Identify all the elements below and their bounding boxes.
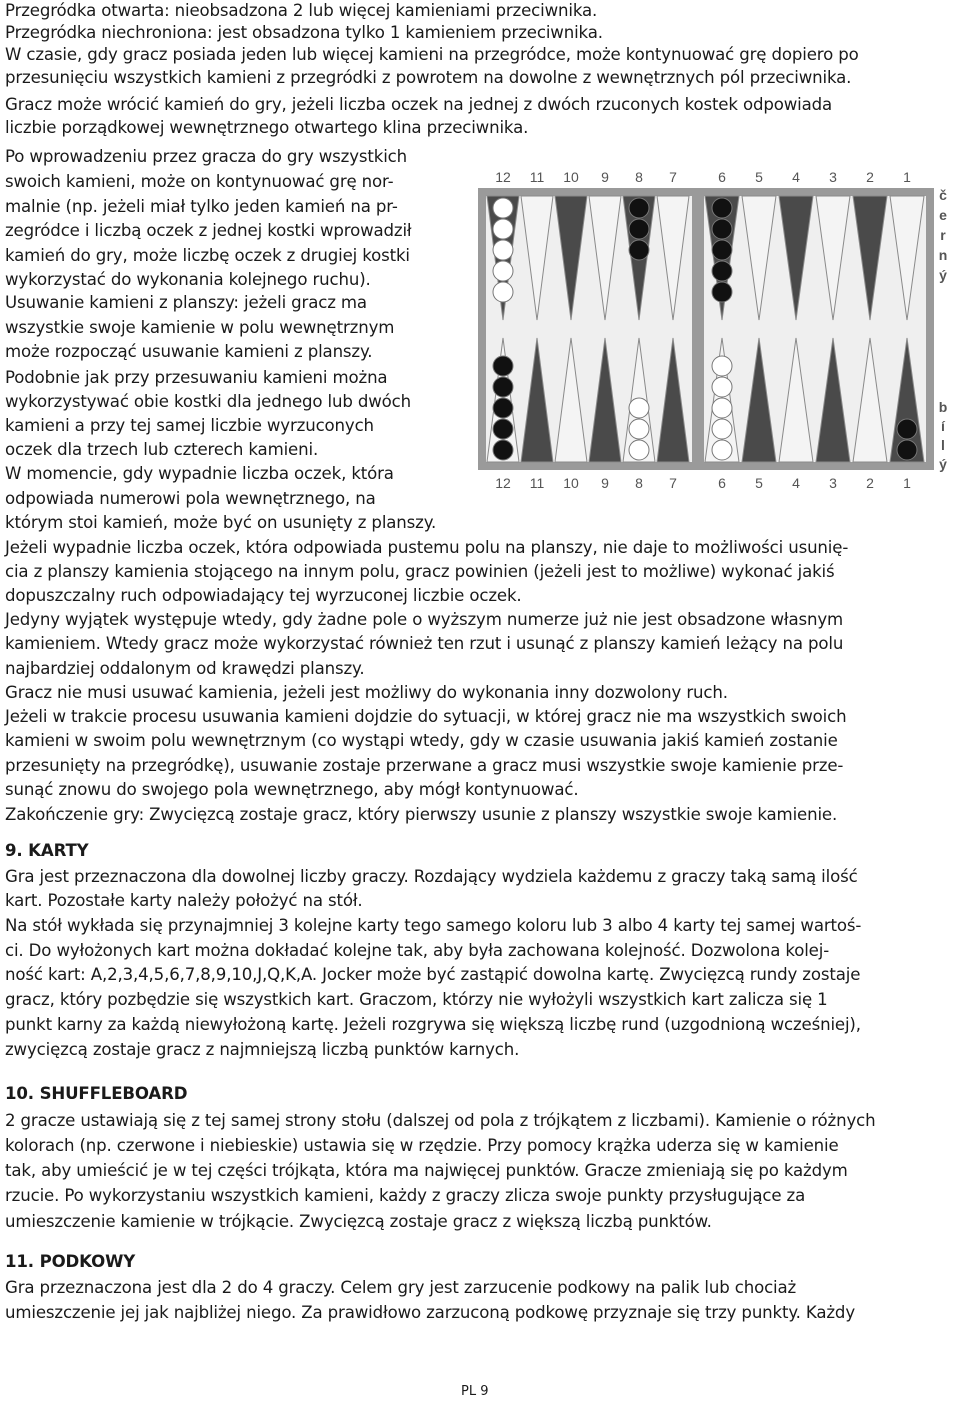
point-number-bottom: 1 [903, 475, 911, 491]
black-stone [493, 377, 513, 397]
point-number-top: 12 [495, 169, 511, 185]
text-line: oczek dla trzech lub czterech kamieni. [5, 440, 319, 459]
side-label-white: ý [939, 456, 947, 472]
black-stone [629, 240, 649, 260]
text-line: wykorzystać do wykonania kolejnego ruchu). [5, 270, 371, 289]
text-line: Gracz może wrócić kamień do gry, jeżeli liczba oczek na jednej z dwóch rzuconych kostek odpowiada [5, 95, 833, 114]
point-number-top: 3 [829, 169, 837, 185]
point-number-top: 7 [669, 169, 677, 185]
black-stone [712, 240, 732, 260]
point-number-bottom: 11 [529, 475, 545, 491]
text-line: sunąć znowu do swojego pola wewnętrznego, aby mógł kontynuować. [5, 780, 579, 799]
black-stone [493, 419, 513, 439]
black-stone [897, 440, 917, 460]
white-stone [493, 240, 513, 260]
text-line: kamieniem. Wtedy gracz może wykorzystać również ten rzut i usunąć z planszy kamień leżący na polu [5, 634, 844, 653]
point-number-top: 1 [903, 169, 911, 185]
white-stone [493, 219, 513, 239]
white-stone [493, 198, 513, 218]
point-number-top: 5 [755, 169, 763, 185]
text-line: ci. Do wyłożonych kart można dokładać kolejne tak, aby była zachowana kolejność. Dozwolona kolej- [5, 941, 830, 960]
side-label-white: b [938, 399, 948, 415]
text-line: kolorach (np. czerwone i niebieskie) ustawia się w rzędzie. Przy pomocy krążka uderza się w kamienie [5, 1136, 839, 1155]
white-stone [629, 440, 649, 460]
white-stone [712, 377, 732, 397]
page-number: PL 9 [461, 1384, 489, 1399]
text-line: przesunięty na przegródkę), usuwanie zostaje przerwane a gracz musi wszystkie swoje kamienie prze- [5, 756, 844, 775]
text-line: Na stół wykłada się przynajmniej 3 kolejne karty tego samego koloru lub 3 albo 4 karty tej samej wartoś- [5, 916, 862, 935]
text-line: Jedyny wyjątek występuje wtedy, gdy żadne pole o wyższym numerze już nie jest obsadzone własnym [5, 610, 844, 629]
point-number-bottom: 2 [866, 475, 874, 491]
text-line: przesunięciu wszystkich kamieni z przegródki z powrotem na dowolne z wewnętrznych pól przeciwnika. [5, 68, 852, 87]
point-number-bottom: 7 [669, 475, 677, 491]
text-line: punkt karny za każdą niewyłożoną kartę. Jeżeli rozgrywa się większą liczbę rund (uzgodnioną wcześniej), [5, 1015, 861, 1034]
point-number-top: 8 [635, 169, 643, 185]
text-line: malnie (np. jeżeli miał tylko jeden kamień na pr- [5, 197, 398, 216]
side-label-black: n [938, 247, 948, 263]
black-stone [712, 261, 732, 281]
text-line: tak, aby umieścić je w tej części trójkąta, która ma najwięcej punktów. Gracze zmieniają się po każdym [5, 1161, 848, 1180]
text-line: W czasie, gdy gracz posiada jeden lub więcej kamieni na przegródce, może kontynuować grę dopiero po [5, 45, 859, 64]
white-stone [629, 398, 649, 418]
text-line: Gra jest przeznaczona dla dowolnej liczby graczy. Rozdający wydziela każdemu z graczy taką samą ilość [5, 867, 858, 886]
board-field-right [704, 196, 926, 462]
side-label-white: í [941, 418, 945, 434]
section-heading: 11. PODKOWY [5, 1252, 136, 1271]
text-line: kamieni a przy tej samej liczbie wyrzuconych [5, 416, 374, 435]
black-stone [897, 419, 917, 439]
text-line: Jeżeli w trakcie procesu usuwania kamieni dojdzie do sytuacji, w której gracz nie ma wszystkich swoich [5, 707, 847, 726]
text-line: umieszczenie kamienie w trójkącie. Zwycięzcą zostaje gracz z większą liczbą punktów. [5, 1212, 712, 1231]
text-line: może rozpocząć usuwanie kamieni z planszy. [5, 342, 373, 361]
text-line: którym stoi kamień, może być on usunięty z planszy. [5, 513, 437, 532]
text-line: kamieni w swoim polu wewnętrznym (co wystąpi wtedy, gdy w czasie usuwania jakiś kamień zostanie [5, 731, 838, 750]
point-number-bottom: 9 [601, 475, 609, 491]
text-line: 2 gracze ustawiają się z tej samej strony stołu (dalszej od pola z trójkątem z liczbami). Kamienie o różnych [5, 1111, 876, 1130]
black-stone [712, 219, 732, 239]
text-line: Po wprowadzeniu przez gracza do gry wszystkich [5, 147, 407, 166]
text-line: Podobnie jak przy przesuwaniu kamieni można [5, 368, 388, 387]
point-number-bottom: 12 [495, 475, 511, 491]
text-line: najbardziej oddalonym od krawędzi planszy. [5, 659, 365, 678]
black-stone [629, 198, 649, 218]
point-number-bottom: 5 [755, 475, 763, 491]
text-line: Zakończenie gry: Zwycięzcą zostaje gracz, który pierwszy usunie z planszy wszystkie swoje kamienie. [5, 805, 838, 824]
black-stone [712, 198, 732, 218]
black-stone [493, 398, 513, 418]
white-stone [712, 356, 732, 376]
white-stone [493, 261, 513, 281]
white-stone [493, 282, 513, 302]
point-number-bottom: 3 [829, 475, 837, 491]
text-line: liczbie porządkowej wewnętrznego otwartego klina przeciwnika. [5, 118, 529, 137]
text-line: Przegródka otwarta: nieobsadzona 2 lub więcej kamieniami przeciwnika. [5, 1, 598, 20]
black-stone [493, 440, 513, 460]
text-line: Gra przeznaczona jest dla 2 do 4 graczy. Celem gry jest zarzucenie podkowy na palik lub chociaż [5, 1278, 797, 1297]
black-stone [712, 282, 732, 302]
text-line: ność kart: A,2,3,4,5,6,7,8,9,10,J,Q,K,A. Jocker może być zastąpić dowolna kartę. Zwycięzcą rundy zostaje [5, 965, 861, 984]
side-label-black: e [939, 207, 947, 223]
point-number-top: 2 [866, 169, 874, 185]
text-line: zwycięzcą zostaje gracz z najmniejszą liczbą punktów karnych. [5, 1040, 520, 1059]
black-stone [629, 219, 649, 239]
white-stone [712, 419, 732, 439]
text-line: wykorzystywać obie kostki dla jednego lub dwóch [5, 392, 412, 411]
text-line: dopuszczalny ruch odpowiadający tej wyrzuconej liczbie oczek. [5, 586, 522, 605]
side-label-black: r [940, 227, 946, 243]
black-stone [493, 356, 513, 376]
point-number-top: 10 [563, 169, 579, 185]
point-number-bottom: 4 [792, 475, 800, 491]
text-line: Jeżeli wypadnie liczba oczek, która odpowiada pustemu polu na planszy, nie daje to możliwości usunię- [5, 538, 849, 557]
white-stone [629, 419, 649, 439]
text-line: cia z planszy kamienia stojącego na innym polu, gracz powinien (jeżeli jest to możliwe) wykonać jakiś [5, 562, 835, 581]
text-line: Przegródka niechroniona: jest obsadzona tylko 1 kamieniem przeciwnika. [5, 23, 603, 42]
text-line: Gracz nie musi usuwać kamienia, jeżeli jest możliwy do wykonania inny dozwolony ruch. [5, 683, 728, 702]
text-line: gracz, który pozbędzie się wszystkich kart. Graczom, którzy nie wyłożyli wszystkich kart zalicza się 1 [5, 990, 828, 1009]
text-line: zegródce i liczbą oczek z jednej kostki wprowadził [5, 221, 412, 240]
point-number-bottom: 8 [635, 475, 643, 491]
side-label-black: č [939, 187, 947, 203]
text-line: Usuwanie kamieni z planszy: jeżeli gracz ma [5, 293, 367, 312]
backgammon-board-diagram [478, 162, 952, 496]
text-line: umieszczenie jej jak najbliżej niego. Za prawidłowo zarzuconą podkowę przyznaje się trzy punkty. Każdy [5, 1303, 855, 1322]
section-heading: 10. SHUFFLEBOARD [5, 1084, 188, 1103]
white-stone [712, 398, 732, 418]
point-number-top: 9 [601, 169, 609, 185]
point-number-top: 4 [792, 169, 800, 185]
side-label-white: l [941, 437, 945, 453]
point-number-bottom: 10 [563, 475, 579, 491]
text-line: W momencie, gdy wypadnie liczba oczek, która [5, 464, 394, 483]
text-line: kamień do gry, może liczbę oczek z drugiej kostki [5, 246, 410, 265]
side-label-black: ý [939, 267, 947, 283]
board-field-left [486, 196, 692, 462]
point-number-bottom: 6 [718, 475, 726, 491]
text-line: swoich kamieni, może on kontynuować grę nor- [5, 172, 394, 191]
text-line: kart. Pozostałe karty należy położyć na stół. [5, 891, 363, 910]
white-stone [712, 440, 732, 460]
text-line: wszystkie swoje kamienie w polu wewnętrznym [5, 318, 395, 337]
point-number-top: 6 [718, 169, 726, 185]
point-number-top: 11 [529, 169, 545, 185]
section-heading: 9. KARTY [5, 841, 89, 860]
text-line: rzucie. Po wykorzystaniu wszystkich kamieni, każdy z graczy zlicza swoje punkty przysługujące za [5, 1186, 806, 1205]
text-line: odpowiada numerowi pola wewnętrznego, na [5, 489, 376, 508]
